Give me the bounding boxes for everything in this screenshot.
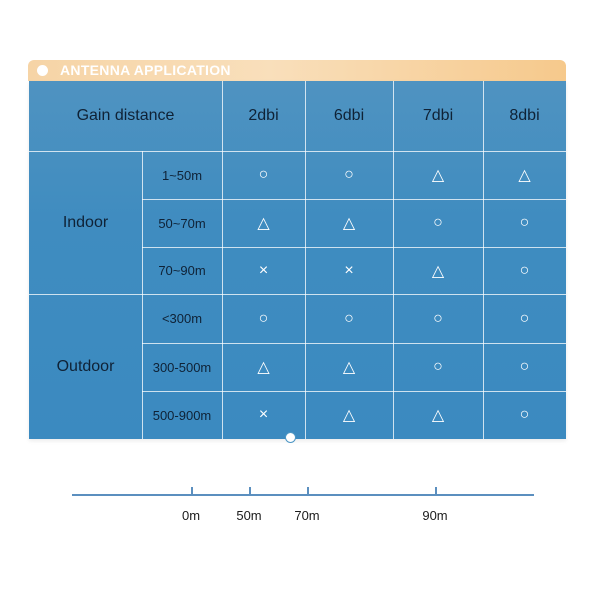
distance-range: 70~90m — [158, 263, 206, 278]
suitability-mark: ○ — [344, 166, 354, 183]
table-grid — [29, 81, 566, 439]
antenna-table — [29, 81, 566, 439]
suitability-mark: ○ — [519, 358, 530, 375]
divider — [142, 391, 566, 392]
divider — [29, 294, 566, 295]
column-header: 2dbi — [248, 107, 279, 124]
divider — [142, 151, 143, 439]
bullet-icon — [37, 65, 48, 76]
group-label: Indoor — [62, 213, 109, 231]
scale-tick-label: 50m — [236, 508, 262, 523]
divider — [142, 343, 566, 344]
column-header: 7dbi — [422, 107, 454, 124]
suitability-mark: △ — [431, 407, 445, 424]
suitability-mark: △ — [431, 262, 445, 280]
group-label: Outdoor — [56, 357, 115, 375]
scale-tick — [191, 487, 193, 496]
divider — [142, 247, 566, 248]
suitability-mark: ○ — [433, 214, 443, 231]
divider — [305, 81, 306, 439]
scale-tick-label: 70m — [294, 508, 320, 523]
suitability-mark: ○ — [519, 214, 530, 231]
column-header: 6dbi — [333, 107, 365, 124]
range-slider-handle[interactable] — [285, 432, 296, 443]
suitability-mark: △ — [342, 359, 356, 376]
header-gain-distance: Gain distance — [76, 107, 175, 124]
suitability-mark: △ — [257, 359, 270, 376]
distance-range: 1~50m — [161, 167, 203, 183]
scale-tick — [307, 487, 309, 496]
distance-range: <300m — [161, 311, 203, 326]
suitability-mark: △ — [342, 215, 356, 232]
divider — [222, 81, 223, 439]
suitability-mark: ○ — [519, 309, 530, 327]
divider — [393, 81, 394, 439]
suitability-mark: × — [258, 261, 269, 279]
suitability-mark: ○ — [519, 406, 530, 423]
suitability-mark: ○ — [258, 309, 269, 327]
suitability-mark: △ — [342, 407, 356, 424]
banner-title: ANTENNA APPLICATION — [60, 62, 231, 78]
suitability-mark: × — [344, 261, 354, 279]
suitability-mark: △ — [518, 167, 531, 184]
distance-range: 500-900m — [152, 407, 212, 423]
distance-range: 50~70m — [158, 215, 206, 231]
scale-tick — [435, 487, 437, 496]
column-header: 8dbi — [509, 107, 540, 124]
suitability-mark: × — [258, 406, 269, 423]
suitability-mark: ○ — [519, 261, 530, 279]
suitability-mark: ○ — [433, 309, 443, 327]
scale-tick-label: 90m — [422, 508, 448, 523]
title-banner — [28, 60, 566, 81]
scale-tick — [249, 487, 251, 496]
suitability-mark: ○ — [344, 309, 354, 327]
divider — [483, 81, 484, 439]
distance-range: 300-500m — [152, 359, 212, 375]
suitability-mark: ○ — [433, 358, 443, 375]
suitability-mark: ○ — [258, 166, 269, 183]
divider — [142, 199, 566, 200]
divider — [29, 151, 566, 152]
distance-scale-line — [72, 494, 534, 496]
suitability-mark: △ — [431, 167, 445, 184]
scale-tick-label: 0m — [181, 508, 201, 523]
suitability-mark: △ — [257, 215, 270, 232]
